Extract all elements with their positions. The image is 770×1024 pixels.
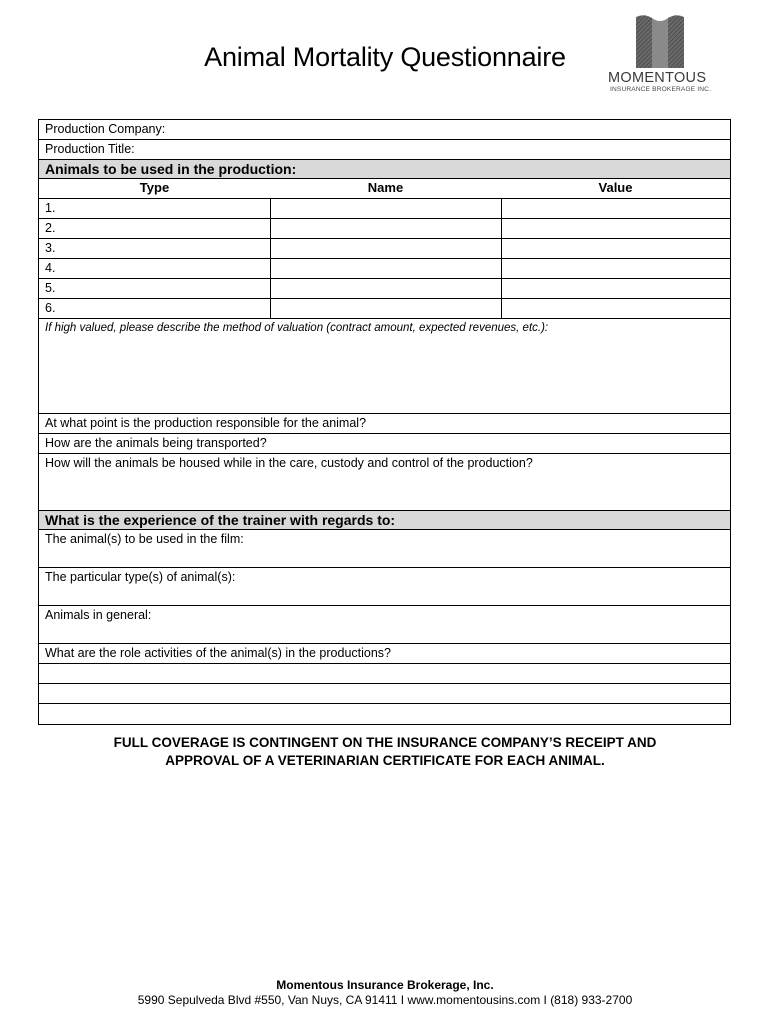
animal-value-cell[interactable] (501, 259, 730, 278)
animal-value-cell[interactable] (501, 279, 730, 298)
role-activities-line[interactable] (39, 704, 730, 724)
trainer-general-field[interactable]: Animals in general: (39, 606, 730, 644)
column-header-name: Name (367, 180, 404, 195)
table-row (39, 219, 730, 239)
animal-name-cell[interactable] (270, 299, 501, 318)
coverage-notice-line: APPROVAL OF A VETERINARIAN CERTIFICATE FOR EACH ANIMAL. (165, 753, 605, 768)
column-header-value: Value (598, 180, 633, 195)
footer-address: 5990 Sepulveda Blvd #550, Van Nuys, CA 91411 I www.momentousins.com I (818) 933-2700 (137, 993, 633, 1007)
table-row (39, 279, 730, 299)
table-row (39, 299, 730, 319)
animal-value-cell[interactable] (501, 219, 730, 238)
column-header-type: Type (139, 180, 170, 195)
animal-name-cell[interactable] (270, 199, 501, 218)
animals-table-header (39, 179, 730, 199)
animal-value-cell[interactable] (501, 239, 730, 258)
housing-field[interactable]: How will the animals be housed while in the care, custody and control of the production? (39, 454, 730, 511)
valuation-method-field[interactable]: If high valued, please describe the method of valuation (contract amount, expected revenues, etc.): (39, 319, 730, 414)
production-title-field[interactable]: Production Title: (39, 140, 730, 160)
animals-section-heading: Animals to be used in the production: (39, 160, 730, 179)
animal-value-cell[interactable] (501, 299, 730, 318)
logo-mark-left (636, 15, 652, 68)
animal-name-cell[interactable] (270, 279, 501, 298)
trainer-film-animals-field[interactable]: The animal(s) to be used in the film: (39, 530, 730, 568)
role-activities-field[interactable]: What are the role activities of the animal(s) in the productions? (39, 644, 730, 664)
coverage-notice-line: FULL COVERAGE IS CONTINGENT ON THE INSURANCE COMPANY’S RECEIPT AND (113, 735, 657, 750)
role-activities-line[interactable] (39, 664, 730, 684)
table-row (39, 259, 730, 279)
animal-type-cell[interactable]: 3. (45, 241, 56, 255)
logo-mark-right (668, 15, 684, 68)
production-company-field[interactable]: Production Company: (39, 120, 730, 140)
role-activities-line[interactable] (39, 684, 730, 704)
table-row (39, 239, 730, 259)
animal-name-cell[interactable] (270, 259, 501, 278)
logo-subtitle: INSURANCE BROKERAGE INC. (610, 86, 712, 93)
logo-name: MOMENTOUS (608, 70, 707, 86)
table-row (39, 199, 730, 219)
coverage-notice (40, 734, 730, 770)
animal-value-cell[interactable] (501, 199, 730, 218)
transport-field[interactable]: How are the animals being transported? (39, 434, 730, 454)
trainer-section-heading: What is the experience of the trainer with regards to: (39, 511, 730, 530)
animal-type-cell[interactable]: 5. (45, 281, 56, 295)
animal-name-cell[interactable] (270, 239, 501, 258)
trainer-animal-types-field[interactable]: The particular type(s) of animal(s): (39, 568, 730, 606)
animal-type-cell[interactable]: 4. (45, 261, 56, 275)
logo-mark-center (652, 18, 668, 68)
responsibility-field[interactable]: At what point is the production responsible for the animal? (39, 414, 730, 434)
page-title: Animal Mortality Questionnaire (204, 42, 566, 72)
footer-company: Momentous Insurance Brokerage, Inc. (276, 978, 494, 992)
animal-type-cell[interactable]: 6. (45, 301, 56, 315)
animal-name-cell[interactable] (270, 219, 501, 238)
questionnaire-form (38, 119, 731, 725)
animal-type-cell[interactable]: 1. (45, 201, 56, 215)
animal-type-cell[interactable]: 2. (45, 221, 56, 235)
